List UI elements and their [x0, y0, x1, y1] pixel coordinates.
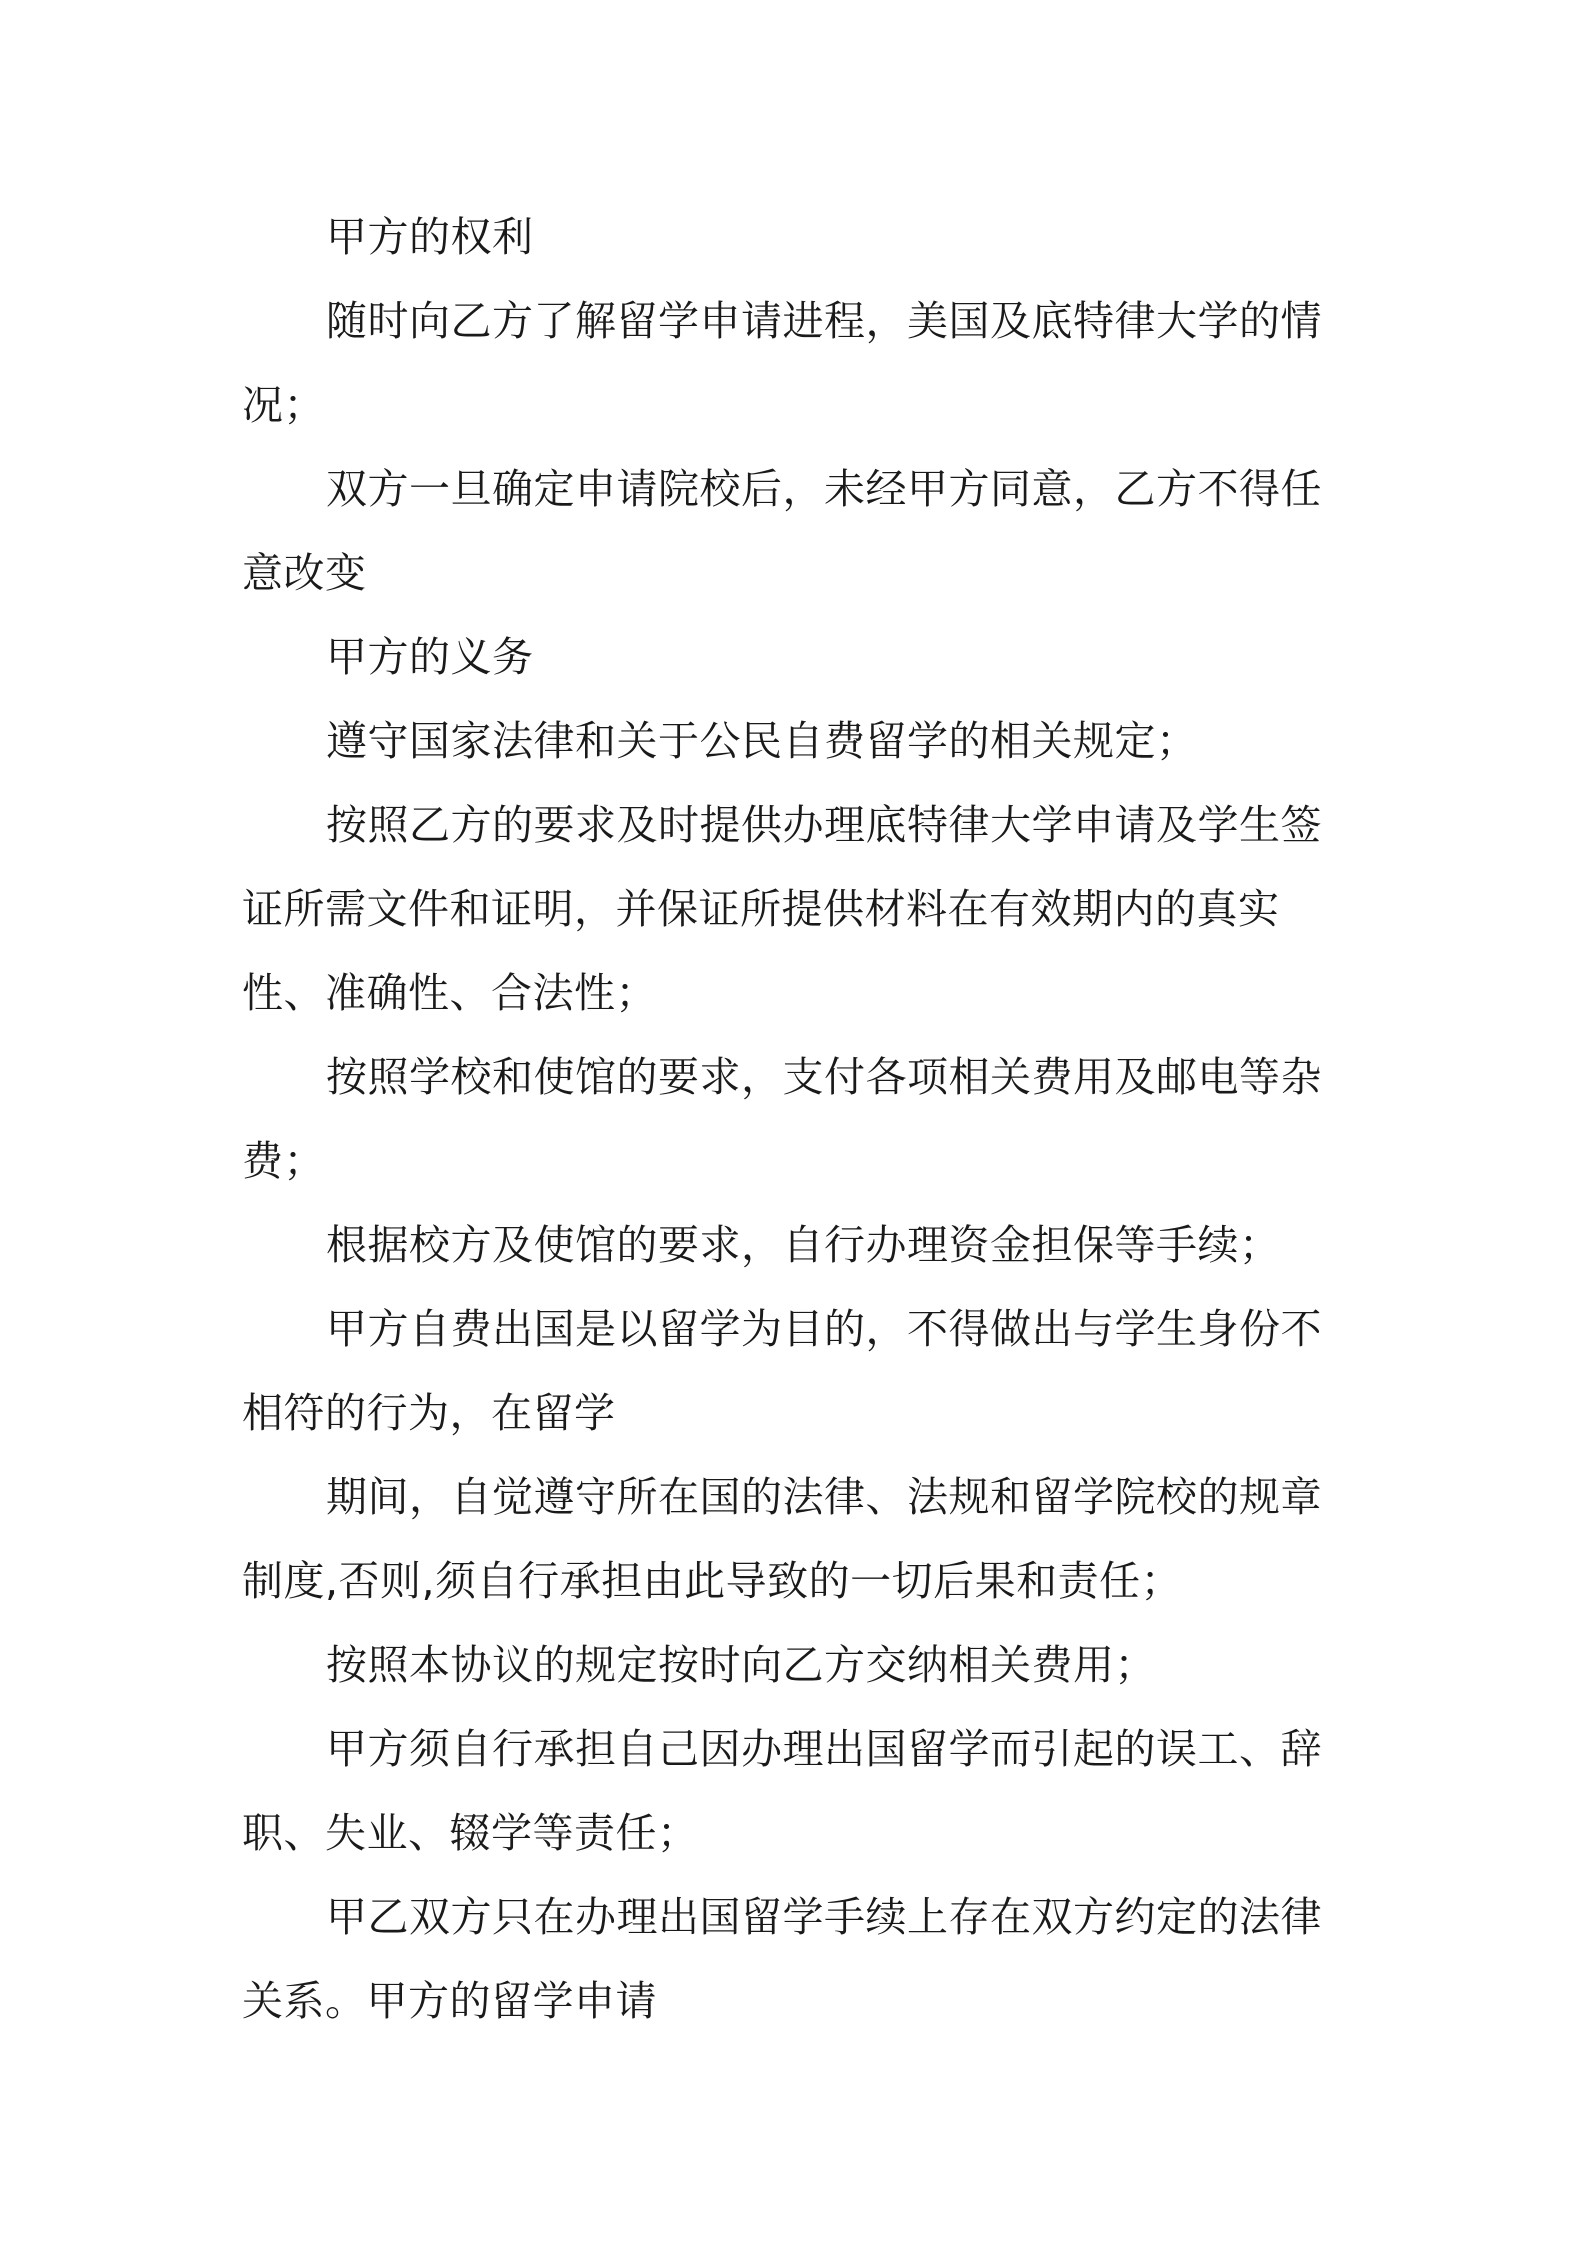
paragraph: 根据校方及使馆的要求，自行办理资金担保等手续； [326, 1221, 1281, 1269]
paragraph-party-a-obligations-heading: 甲方的义务 [326, 633, 534, 681]
paragraph: 甲方须自行承担自己因办理出国留学而引起的误工、辞职、失业、辍学等责任； [242, 1725, 1322, 1857]
paragraph: 按照本协议的规定按时向乙方交纳相关费用； [326, 1641, 1156, 1689]
paragraph: 双方一旦确定申请院校后，未经甲方同意，乙方不得任意改变 [242, 465, 1322, 597]
paragraph: 甲方自费出国是以留学为目的，不得做出与学生身份不相符的行为，在留学 [242, 1305, 1322, 1437]
paragraph-party-a-rights-heading: 甲方的权利 [326, 213, 534, 261]
paragraph: 按照乙方的要求及时提供办理底特律大学申请及学生签证所需文件和证明，并保证所提供材料在有效期内的真实性、准确性、合法性； [242, 801, 1322, 1017]
paragraph: 遵守国家法律和关于公民自费留学的相关规定； [326, 717, 1198, 765]
paragraph: 甲乙双方只在办理出国留学手续上存在双方约定的法律关系。甲方的留学申请 [242, 1893, 1322, 2025]
document-body [242, 195, 1352, 2043]
paragraph: 随时向乙方了解留学申请进程，美国及底特律大学的情况； [242, 297, 1322, 429]
paragraph: 按照学校和使馆的要求，支付各项相关费用及邮电等杂费； [242, 1053, 1322, 1185]
paragraph: 期间，自觉遵守所在国的法律、法规和留学院校的规章制度,否则,须自行承担由此导致的一切后果和责任； [242, 1473, 1322, 1605]
